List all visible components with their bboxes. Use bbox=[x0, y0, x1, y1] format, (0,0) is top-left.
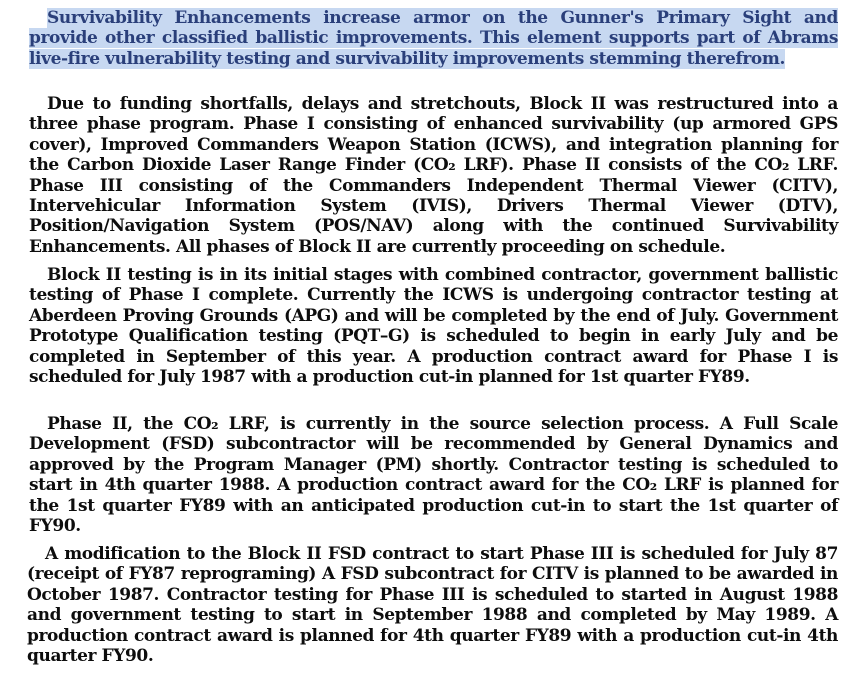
paragraph-restructure: Due to funding shortfalls, delays and stretchouts, Block II was restructured into a three phase program. Phase I consisting of enhanced survivability (up armored GPS cover), Improved Commanders Weapon Station (ICWS), and integration planning for the Carbon Dioxide Laser Range Finder (CO₂ LRF). Phase II consists of the CO₂ LRF. Phase III consisting of the Commanders Independent Thermal Viewer (CITV), Intervehicular Information System (IVIS), Drivers Thermal Viewer (DTV), Position/Navigation System (POS/NAV) along with the continued Survivability Enhancements. All phases of Block II are currently proceeding on schedule. bbox=[29, 94, 838, 257]
paragraph-phase-three: A modification to the Block II FSD contract to start Phase III is scheduled for July 87 (receipt of FY87 reprograming) A FSD subcontract for CITV is planned to be awarded in October 1987. Contractor testing for Phase III is scheduled to started in August 1988 and government testing to start in September 1988 and completed by May 1989. A production contract award is planned for 4th quarter FY89 with a production cut-in 4th quarter FY90. bbox=[27, 544, 838, 667]
paragraph-survivability[interactable] bbox=[29, 8, 838, 69]
paragraph-phase-two: Phase II, the CO₂ LRF, is currently in the source selection process. A Full Scale Development (FSD) subcontractor will be recommended by General Dynamics and approved by the Program Manager (PM) shortly. Contractor testing is scheduled to start in 4th quarter 1988. A production contract award for the CO₂ LRF is planned for the 1st quarter FY89 with an anticipated production cut-in to start the 1st quarter of FY90. bbox=[29, 414, 838, 537]
selected-text[interactable]: Survivability Enhancements increase armor on the Gunner's Primary Sight and provide other classified ballistic improvements. This element supports part of Abrams live-fire vulnerability testing and survivability improvements stemming therefrom. bbox=[29, 8, 838, 69]
paragraph-testing: Block II testing is in its initial stages with combined contractor, government ballistic testing of Phase I complete. Currently the ICWS is undergoing contractor testing at Aberdeen Proving Grounds (APG) and will be completed by the end of July. Government Prototype Qualification testing (PQT–G) is scheduled to begin in early July and be completed in September of this year. A production contract award for Phase I is scheduled for July 1987 with a production cut-in planned for 1st quarter FY89. bbox=[29, 265, 838, 388]
